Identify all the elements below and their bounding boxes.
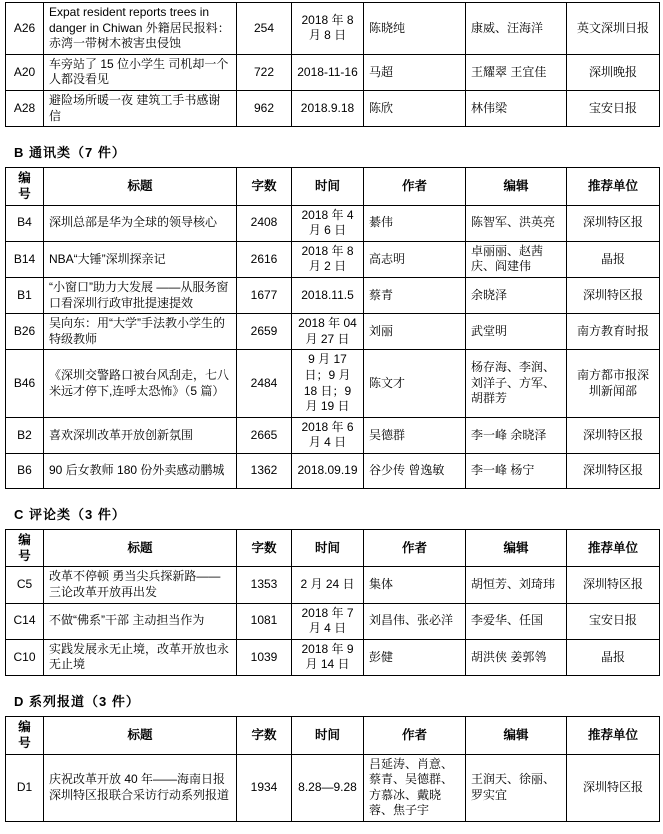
cell-title: NBA“大锤”深圳探亲记: [44, 241, 237, 277]
column-header-row: [6, 168, 660, 206]
column-header-word_count: 字数: [237, 529, 292, 567]
table-row: [6, 417, 660, 453]
cell-recommender: 深圳特区报: [567, 567, 660, 603]
cell-editor: 武堂明: [466, 314, 567, 350]
entries-table-d: [5, 716, 660, 822]
cell-recommender: 南方都市报深圳新闻部: [567, 350, 660, 417]
cell-recommender: 晶报: [567, 241, 660, 277]
table-body: [6, 754, 660, 821]
cell-date: 2018.09.19: [292, 453, 364, 488]
table-row: [6, 205, 660, 241]
entries-table-b: [5, 167, 660, 489]
column-header-id: 编号: [6, 529, 44, 567]
cell-word_count: 722: [237, 54, 292, 90]
cell-date: 2018 年 9 月 14 日: [292, 639, 364, 675]
cell-word_count: 1934: [237, 754, 292, 821]
section-heading: B 通讯类（7 件）: [14, 145, 126, 161]
cell-author: 吴德群: [364, 417, 466, 453]
cell-title: 吴向东：用“大学”手法教小学生的特级教师: [44, 314, 237, 350]
cell-author: 綦伟: [364, 205, 466, 241]
cell-id: B14: [6, 241, 44, 277]
cell-recommender: 深圳特区报: [567, 417, 660, 453]
cell-recommender: 宝安日报: [567, 603, 660, 639]
cell-word_count: 254: [237, 3, 292, 55]
cell-title: 实践发展永无止境，改革开放也永无止境: [44, 639, 237, 675]
cell-title: 庆祝改革开放 40 年——海南日报深圳特区报联合采访行动系列报道: [44, 754, 237, 821]
column-header-row: [6, 529, 660, 567]
cell-author: 陈晓纯: [364, 3, 466, 55]
cell-title: Expat resident reports trees in danger in Chiwan 外籍居民报料：赤湾一带树木被害虫侵蚀: [44, 3, 237, 55]
cell-id: A26: [6, 3, 44, 55]
cell-title: 喜欢深圳改革开放创新氛围: [44, 417, 237, 453]
cell-date: 2018 年 4 月 6 日: [292, 205, 364, 241]
cell-editor: 余晓泽: [466, 278, 567, 314]
table-row: [6, 350, 660, 417]
cell-author: 吕延涛、肖意、蔡青、吴德群、方慕冰、戴晓蓉、焦子宇: [364, 754, 466, 821]
entries-table-c: [5, 529, 660, 676]
table-row: [6, 90, 660, 126]
column-header-word_count: 字数: [237, 717, 292, 755]
cell-editor: 陈智军、洪英亮: [466, 205, 567, 241]
column-header-id: 编号: [6, 717, 44, 755]
column-header-recommender: 推荐单位: [567, 529, 660, 567]
cell-recommender: 宝安日报: [567, 90, 660, 126]
table-row: [6, 639, 660, 675]
cell-editor: 杨存海、李润、刘洋子、方军、胡群芳: [466, 350, 567, 417]
cell-recommender: 深圳特区报: [567, 754, 660, 821]
cell-title: 避险场所暖一夜 建筑工手书感谢信: [44, 90, 237, 126]
cell-recommender: 深圳特区报: [567, 278, 660, 314]
cell-author: 马超: [364, 54, 466, 90]
section-b-communications: [4, 142, 659, 489]
table-header: [6, 717, 660, 755]
cell-title: 深圳总部是华为全球的领导核心: [44, 205, 237, 241]
cell-id: B2: [6, 417, 44, 453]
cell-editor: 林伟梁: [466, 90, 567, 126]
cell-id: C14: [6, 603, 44, 639]
column-header-id: 编号: [6, 168, 44, 206]
cell-editor: 李一峰 余晓泽: [466, 417, 567, 453]
cell-date: 2018.9.18: [292, 90, 364, 126]
cell-id: D1: [6, 754, 44, 821]
cell-author: 彭健: [364, 639, 466, 675]
table-header: [6, 168, 660, 206]
cell-word_count: 962: [237, 90, 292, 126]
table-row: [6, 54, 660, 90]
entries-table-a: [5, 2, 660, 127]
cell-id: B26: [6, 314, 44, 350]
cell-recommender: 英文深圳日报: [567, 3, 660, 55]
cell-word_count: 1081: [237, 603, 292, 639]
column-header-recommender: 推荐单位: [567, 717, 660, 755]
cell-author: 谷少传 曾逸敏: [364, 453, 466, 488]
cell-editor: 康威、汪海洋: [466, 3, 567, 55]
cell-recommender: 晶报: [567, 639, 660, 675]
cell-editor: 李一峰 杨宁: [466, 453, 567, 488]
cell-word_count: 2484: [237, 350, 292, 417]
cell-author: 蔡青: [364, 278, 466, 314]
column-header-row: [6, 717, 660, 755]
cell-word_count: 1362: [237, 453, 292, 488]
cell-id: B4: [6, 205, 44, 241]
cell-date: 2018-11-16: [292, 54, 364, 90]
column-header-title: 标题: [44, 529, 237, 567]
section-a-continued: [4, 2, 659, 127]
column-header-word_count: 字数: [237, 168, 292, 206]
table-header: [6, 529, 660, 567]
cell-title: 《深圳交警路口被台风刮走，七八米远才停下,连呼太恐怖》（5 篇）: [44, 350, 237, 417]
cell-date: 2018 年 6 月 4 日: [292, 417, 364, 453]
column-header-author: 作者: [364, 168, 466, 206]
column-header-title: 标题: [44, 717, 237, 755]
cell-recommender: 深圳特区报: [567, 205, 660, 241]
section-heading: C 评论类（3 件）: [14, 506, 126, 522]
cell-word_count: 2659: [237, 314, 292, 350]
column-header-editor: 编辑: [466, 717, 567, 755]
cell-date: 2018 年 7 月 4 日: [292, 603, 364, 639]
cell-word_count: 2408: [237, 205, 292, 241]
cell-author: 陈欣: [364, 90, 466, 126]
cell-author: 陈文才: [364, 350, 466, 417]
column-header-editor: 编辑: [466, 529, 567, 567]
cell-title: 改革不停顿 勇当尖兵探新路——三论改革开放再出发: [44, 567, 237, 603]
cell-word_count: 2616: [237, 241, 292, 277]
cell-date: 9 月 17 日；9 月 18 日；9 月 19 日: [292, 350, 364, 417]
cell-author: 高志明: [364, 241, 466, 277]
cell-id: B1: [6, 278, 44, 314]
cell-editor: 王润天、徐丽、罗实宜: [466, 754, 567, 821]
table-body: [6, 567, 660, 676]
column-header-date: 时间: [292, 168, 364, 206]
cell-date: 2018 年 04 月 27 日: [292, 314, 364, 350]
cell-title: “小窗口”助力大发展 ——从服务窗口看深圳行政审批提速提效: [44, 278, 237, 314]
cell-id: A20: [6, 54, 44, 90]
cell-editor: 王耀翠 王宜佳: [466, 54, 567, 90]
cell-word_count: 1677: [237, 278, 292, 314]
cell-id: A28: [6, 90, 44, 126]
cell-title: 90 后女教师 180 份外卖感动鹏城: [44, 453, 237, 488]
cell-recommender: 深圳晚报: [567, 54, 660, 90]
cell-id: C10: [6, 639, 44, 675]
cell-word_count: 1353: [237, 567, 292, 603]
cell-editor: 李爱华、任国: [466, 603, 567, 639]
cell-recommender: 南方教育时报: [567, 314, 660, 350]
cell-date: 8.28—9.28: [292, 754, 364, 821]
table-body: [6, 3, 660, 127]
column-header-date: 时间: [292, 529, 364, 567]
cell-date: 2018 年 8 月 2 日: [292, 241, 364, 277]
cell-id: B6: [6, 453, 44, 488]
section-d-series-reports: [4, 691, 659, 822]
cell-recommender: 深圳特区报: [567, 453, 660, 488]
cell-author: 集体: [364, 567, 466, 603]
cell-title: 车旁站了 15 位小学生 司机却一个人都没看见: [44, 54, 237, 90]
cell-author: 刘丽: [364, 314, 466, 350]
table-row: [6, 3, 660, 55]
cell-author: 刘昌伟、张必洋: [364, 603, 466, 639]
cell-title: 不做“佛系”干部 主动担当作为: [44, 603, 237, 639]
column-header-title: 标题: [44, 168, 237, 206]
table-row: [6, 278, 660, 314]
section-heading: D 系列报道（3 件）: [14, 694, 140, 710]
table-row: [6, 603, 660, 639]
column-header-author: 作者: [364, 529, 466, 567]
cell-date: 2 月 24 日: [292, 567, 364, 603]
cell-id: C5: [6, 567, 44, 603]
column-header-editor: 编辑: [466, 168, 567, 206]
cell-editor: 卓丽丽、赵茜庆、阎建伟: [466, 241, 567, 277]
table-row: [6, 754, 660, 821]
table-body: [6, 205, 660, 488]
cell-editor: 胡恒芳、刘琦玮: [466, 567, 567, 603]
cell-id: B46: [6, 350, 44, 417]
table-row: [6, 314, 660, 350]
column-header-recommender: 推荐单位: [567, 168, 660, 206]
column-header-date: 时间: [292, 717, 364, 755]
table-row: [6, 241, 660, 277]
cell-date: 2018 年 8 月 8 日: [292, 3, 364, 55]
table-row: [6, 567, 660, 603]
section-c-commentary: [4, 504, 659, 676]
cell-date: 2018.11.5: [292, 278, 364, 314]
table-row: [6, 453, 660, 488]
cell-word_count: 2665: [237, 417, 292, 453]
cell-editor: 胡洪侠 姜郭鸰: [466, 639, 567, 675]
cell-word_count: 1039: [237, 639, 292, 675]
column-header-author: 作者: [364, 717, 466, 755]
